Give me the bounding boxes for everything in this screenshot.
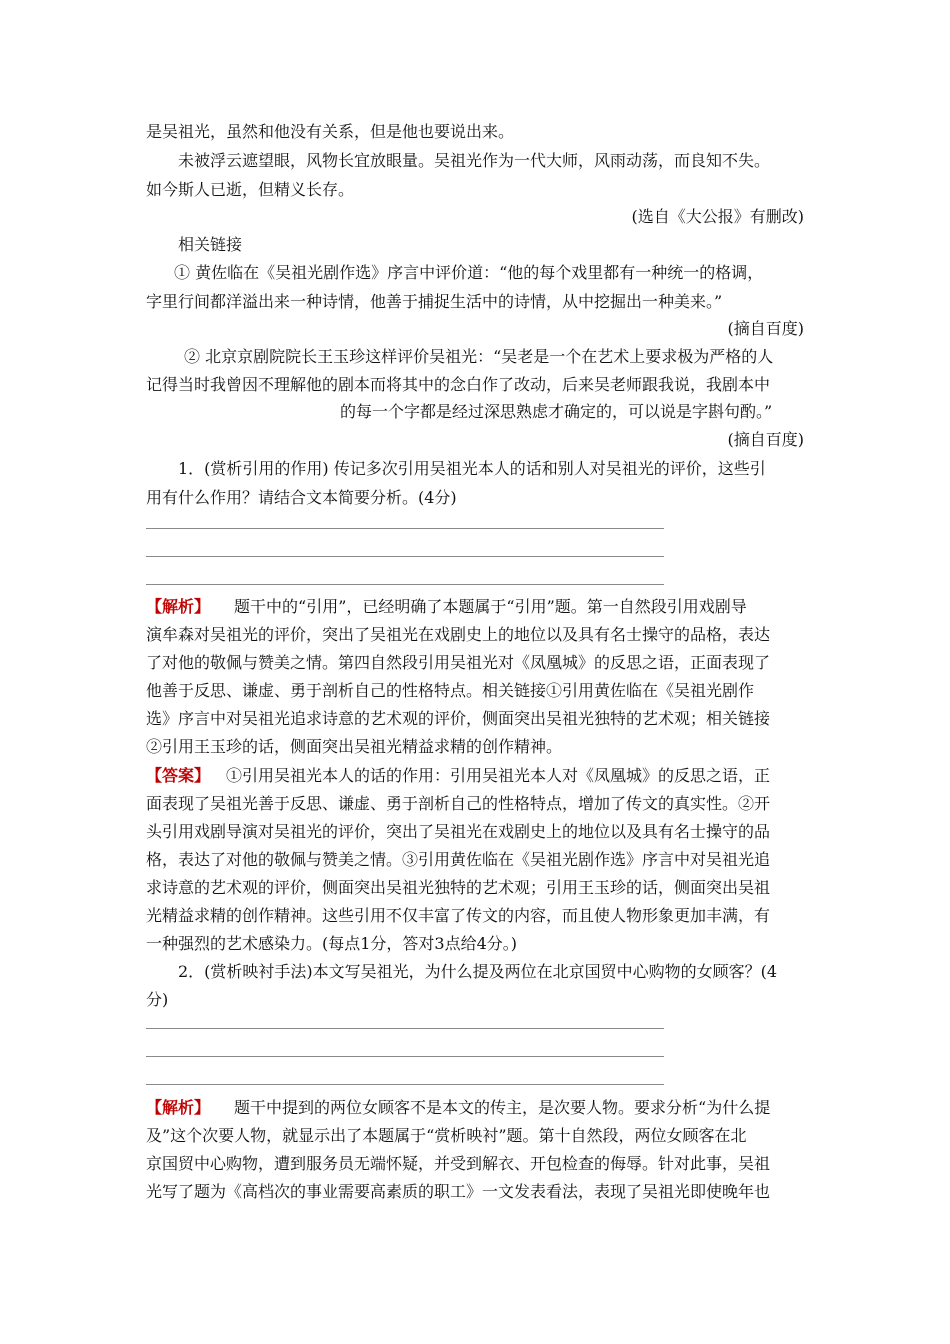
answer-line	[146, 1028, 664, 1029]
analysis-text: 选》序言中对吴祖光追求诗意的艺术观的评价，侧面突出吴祖光独特的艺术观；相关链接	[146, 709, 771, 728]
related-link-2: 的每一个字都是经过深思熟虑才确定的，可以说是字斟句酌。”	[340, 402, 773, 421]
analysis-text: ②引用王玉珍的话，侧面突出吴祖光精益求精的创作精神。	[146, 737, 563, 756]
analysis-tag: 【 解析 】	[146, 597, 210, 616]
answer-text: 光精益求精的创作精神。这些引用不仅丰富了传文的内容，而且使人物形象更加丰满，有	[146, 906, 771, 925]
question-2: 分)	[146, 990, 169, 1009]
answer-text: 求诗意的艺术观的评价，侧面突出吴祖光独特的艺术观；引用王玉珍的话，侧面突出吴祖	[146, 878, 771, 897]
related-link-1: ① 黄佐临在《吴祖光剧作选》序言中评价道：“他的每个戏里都有一种统一的格调，	[174, 263, 764, 282]
answer-text: 一种强烈的艺术感染力。(每点1分，答对3点给4分。)	[146, 934, 518, 953]
answer-text: ①引用吴祖光本人的话的作用：引用吴祖光本人对《凤凰城》的反思之语，正	[226, 766, 771, 785]
analysis-text: 他善于反思、谦虚、勇于剖析自己的性格特点。相关链接①引用黄佐临在《吴祖光剧作	[146, 681, 755, 700]
related-links-heading: 相关链接	[178, 235, 243, 254]
answer-line	[146, 556, 664, 557]
answer-line	[146, 584, 664, 585]
analysis-tag: 【 解析 】	[146, 1098, 210, 1117]
question-1: 1．(赏析引用的作用) 传记多次引用吴祖光本人的话和别人对吴祖光的评价，这些引	[178, 459, 766, 478]
analysis-text: 题干中的“引用”，已经明确了本题属于“引用”题。第一自然段引用戏剧导	[234, 597, 747, 616]
passage-source: (选自《大公报》有删改)	[631, 207, 804, 226]
related-link-2: 记得当时我曾因不理解他的剧本而将其中的念白作了改动，后来吴老师跟我说，我剧本中	[146, 375, 771, 394]
answer-line	[146, 1056, 664, 1057]
related-link-2-source: (摘自百度)	[727, 430, 804, 449]
answer-block	[146, 765, 770, 787]
related-link-2: ② 北京京剧院院长王玉珍这样评价吴祖光：“吴老是一个在艺术上要求极为严格的人	[184, 347, 774, 366]
answer-tag: 【 答案 】	[146, 766, 210, 785]
answer-line	[146, 1084, 664, 1085]
answer-line	[146, 528, 664, 529]
analysis-text: 光写了题为《高档次的事业需要高素质的职工》一文发表看法，表现了吴祖光即使晚年也	[146, 1182, 771, 1201]
passage-paragraph: 未被浮云遮望眼，风物长宜放眼量。吴祖光作为一代大师，风雨动荡，而良知不失。	[178, 151, 771, 170]
analysis-block	[146, 596, 747, 618]
question-2: 2．(赏析映衬手法)本文写吴祖光，为什么提及两位在北京国贸中心购物的女顾客？(4	[178, 962, 778, 981]
analysis-text: 及”这个次要人物，就显示出了本题属于“赏析映衬”题。第十自然段，两位女顾客在北	[146, 1126, 747, 1145]
answer-text: 头引用戏剧导演对吴祖光的评价，突出了吴祖光在戏剧史上的地位以及具有名士操守的品	[146, 822, 771, 841]
analysis-text: 演牟森对吴祖光的评价，突出了吴祖光在戏剧史上的地位以及具有名士操守的品格，表达	[146, 625, 771, 644]
analysis-block	[146, 1097, 770, 1119]
answer-text: 面表现了吴祖光善于反思、谦虚、勇于剖析自己的性格特点，增加了传文的真实性。②开	[146, 794, 771, 813]
related-link-1: 字里行间都洋溢出来一种诗情，他善于捕捉生活中的诗情，从中挖掘出一种美来。”	[146, 292, 723, 311]
analysis-text: 京国贸中心购物，遭到服务员无端怀疑，并受到解衣、开包检查的侮辱。针对此事，吴祖	[146, 1154, 771, 1173]
related-link-1-source: (摘自百度)	[727, 319, 804, 338]
passage-paragraph-end: 是吴祖光，虽然和他没有关系，但是他也要说出来。	[146, 122, 515, 141]
analysis-text: 题干中提到的两位女顾客不是本文的传主，是次要人物。要求分析“为什么提	[234, 1098, 771, 1117]
question-1: 用有什么作用？请结合文本简要分析。(4分)	[146, 488, 457, 507]
analysis-text: 了对他的敬佩与赞美之情。第四自然段引用吴祖光对《凤凰城》的反思之语，正面表现了	[146, 653, 771, 672]
answer-text: 格，表达了对他的敬佩与赞美之情。③引用黄佐临在《吴祖光剧作选》序言中对吴祖光追	[146, 850, 771, 869]
passage-paragraph: 如今斯人已逝，但精义长存。	[146, 180, 355, 199]
